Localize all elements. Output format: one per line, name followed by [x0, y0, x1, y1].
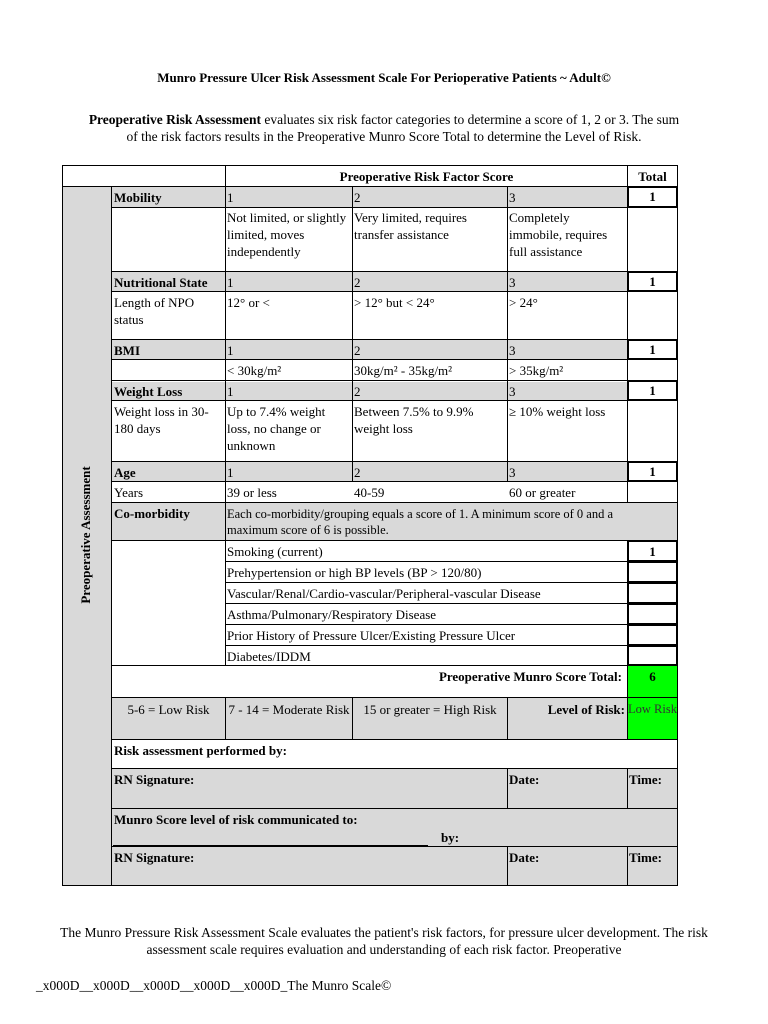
weight-score-2: 2	[354, 384, 361, 399]
hl-15	[225, 603, 678, 604]
comorbidity-value-3	[627, 603, 678, 625]
comorbidity-item-0: Smoking (current)	[227, 544, 323, 559]
weight-desc-3: ≥ 10% weight loss	[509, 404, 606, 419]
date-label-2: Date:	[509, 850, 540, 865]
score-total-label: Preoperative Munro Score Total:	[438, 669, 622, 684]
hl-17	[225, 645, 678, 646]
hl-23	[111, 846, 678, 847]
performed-by-label: Risk assessment performed by:	[114, 743, 287, 758]
comorbidity-item-3: Asthma/Pulmonary/Respiratory Disease	[227, 607, 437, 622]
weight-sub: Weight loss in 30-180 days	[114, 404, 209, 436]
footer-paragraph: The Munro Pressure Risk Assessment Scale evaluates the patient's risk factors, for pressure ulcer development. The risk assessment scale requires evaluation and understanding of each risk factor. Preoperative	[60, 925, 708, 957]
weight-desc-2: Between 7.5% to 9.9% weight loss	[354, 404, 474, 436]
hl-20	[111, 739, 678, 740]
document-title: Munro Pressure Ulcer Risk Assessment Scale For Perioperative Patients ~ Adult©	[157, 70, 611, 85]
nutrition-desc-1: 12° or <	[227, 295, 270, 310]
communicated-underline	[113, 845, 428, 846]
hl-7	[111, 380, 678, 381]
communicated-by-label: by:	[441, 830, 460, 845]
comorbidity-value-1	[627, 561, 678, 583]
bmi-label: BMI	[114, 343, 140, 358]
communicated-to-label: Munro Score level of risk communicated to:	[114, 812, 358, 827]
bmi-desc-3: > 35kg/m²	[509, 363, 564, 378]
hl-18	[111, 665, 678, 666]
hl-8	[111, 400, 678, 401]
hl-11	[111, 502, 678, 503]
nutrition-desc-3: > 24°	[509, 295, 538, 310]
mobility-desc-1: Not limited, or slightly limited, moves independently	[227, 210, 347, 259]
weight-desc-1: Up to 7.4% weight loss, no change or unknown	[227, 404, 326, 453]
time-label-2: Time:	[629, 850, 662, 865]
hl-10	[111, 481, 678, 482]
weight-score-3: 3	[509, 384, 516, 399]
date-label-1: Date:	[509, 772, 540, 787]
age-score-1: 1	[227, 465, 234, 480]
bmi-score-1: 1	[227, 343, 234, 358]
weight-total: 1	[627, 380, 678, 401]
nutrition-sub: Length of NPO status	[114, 295, 195, 327]
age-score-3: 3	[509, 465, 516, 480]
vl-c3	[507, 186, 508, 482]
risk-low: 5-6 = Low Risk	[127, 702, 210, 717]
bmi-desc-2: 30kg/m² - 35kg/m²	[354, 363, 453, 378]
header-score: Preoperative Risk Factor Score	[339, 169, 514, 184]
score-total-value: 6	[649, 669, 656, 684]
hl-3	[111, 271, 678, 272]
score-total-box	[627, 665, 678, 698]
hl-2	[111, 207, 678, 208]
comorbidity-value-0: 1	[627, 540, 678, 562]
level-of-risk-value: Low Risk	[628, 702, 677, 716]
intro-rest: evaluates six risk factor categories to determine a score of 1, 2 or 3. The sum	[261, 112, 680, 127]
mobility-score-3: 3	[509, 190, 516, 205]
side-label: Preoperative Assessment	[78, 466, 93, 604]
hl-9	[111, 461, 678, 462]
mobility-desc-2: Very limited, requires transfer assistance	[354, 210, 467, 242]
nutrition-label: Nutritional State	[114, 275, 208, 290]
hl-5	[111, 339, 678, 340]
vl-comorb	[225, 502, 226, 665]
weight-score-1: 1	[227, 384, 234, 399]
mobility-score-1: 1	[227, 190, 234, 205]
age-score-2: 2	[354, 465, 361, 480]
comorbidity-value-2	[627, 582, 678, 604]
level-of-risk-label: Level of Risk:	[547, 702, 625, 717]
comorbidity-item-5: Diabetes/IDDM	[227, 649, 311, 664]
hl-14	[225, 582, 678, 583]
rn-signature-label-2: RN Signature:	[114, 850, 195, 865]
vl-c1	[225, 186, 226, 502]
vl-date2	[507, 846, 508, 886]
footer-code: _x000D__x000D__x000D__x000D__x000D_The Munro Scale©	[36, 978, 392, 993]
comorbidity-desc: Each co-morbidity/grouping equals a score of 1. A minimum score of 0 and a maximum score of 6 is possible.	[227, 507, 614, 537]
level-of-risk-box	[627, 697, 678, 740]
hl-19	[111, 697, 678, 698]
vl-date1	[507, 768, 508, 808]
vl-time2	[627, 846, 628, 886]
risk-moderate: 7 - 14 = Moderate Risk	[228, 702, 350, 717]
time-label-1: Time:	[629, 772, 662, 787]
nutrition-score-3: 3	[509, 275, 516, 290]
hl-6	[111, 359, 678, 360]
nutrition-score-1: 1	[227, 275, 234, 290]
vl-time1	[627, 768, 628, 808]
hl-13	[225, 561, 678, 562]
age-desc-1: 39 or less	[227, 485, 277, 500]
mobility-label: Mobility	[114, 190, 162, 205]
intro-line2: of the risk factors results in the Preoperative Munro Score Total to determine the Level of Risk.	[126, 129, 642, 144]
nutrition-total: 1	[627, 271, 678, 292]
age-total: 1	[627, 461, 678, 482]
comorbidity-value-4	[627, 624, 678, 646]
mobility-desc-3: Completely immobile, requires full assistance	[509, 210, 608, 259]
hl-1	[62, 186, 678, 187]
comorbidity-value-5	[627, 645, 678, 666]
intro-paragraph	[60, 111, 708, 145]
comorbidity-item-4: Prior History of Pressure Ulcer/Existing Pressure Ulcer	[227, 628, 516, 643]
mobility-score-2: 2	[354, 190, 361, 205]
nutrition-desc-2: > 12° but < 24°	[354, 295, 435, 310]
header-total: Total	[638, 169, 667, 184]
age-label: Age	[114, 465, 136, 480]
hl-12	[111, 540, 678, 541]
bmi-score-2: 2	[354, 343, 361, 358]
age-desc-3: 60 or greater	[509, 485, 576, 500]
comorbidity-label: Co-morbidity	[114, 506, 190, 521]
risk-high: 15 or greater = High Risk	[363, 702, 497, 717]
mobility-total: 1	[627, 186, 678, 208]
comorbidity-item-1: Prehypertension or high BP levels (BP > 120/80)	[227, 565, 482, 580]
bmi-desc-1: < 30kg/m²	[227, 363, 282, 378]
weight-label: Weight Loss	[114, 384, 183, 399]
nutrition-score-2: 2	[354, 275, 361, 290]
comorbidity-item-2: Vascular/Renal/Cardio-vascular/Peripheral-vascular Disease	[227, 586, 541, 601]
bmi-total: 1	[627, 339, 678, 360]
vl-side	[111, 186, 112, 886]
rn-signature-label-1: RN Signature:	[114, 772, 195, 787]
intro-bold: Preoperative Risk Assessment	[88, 112, 262, 127]
age-sub: Years	[114, 485, 144, 500]
hl-22	[111, 808, 678, 809]
hl-21	[111, 768, 678, 769]
hl-4	[111, 291, 678, 292]
hl-16	[225, 624, 678, 625]
bmi-score-3: 3	[509, 343, 516, 358]
age-desc-2: 40-59	[354, 485, 385, 500]
